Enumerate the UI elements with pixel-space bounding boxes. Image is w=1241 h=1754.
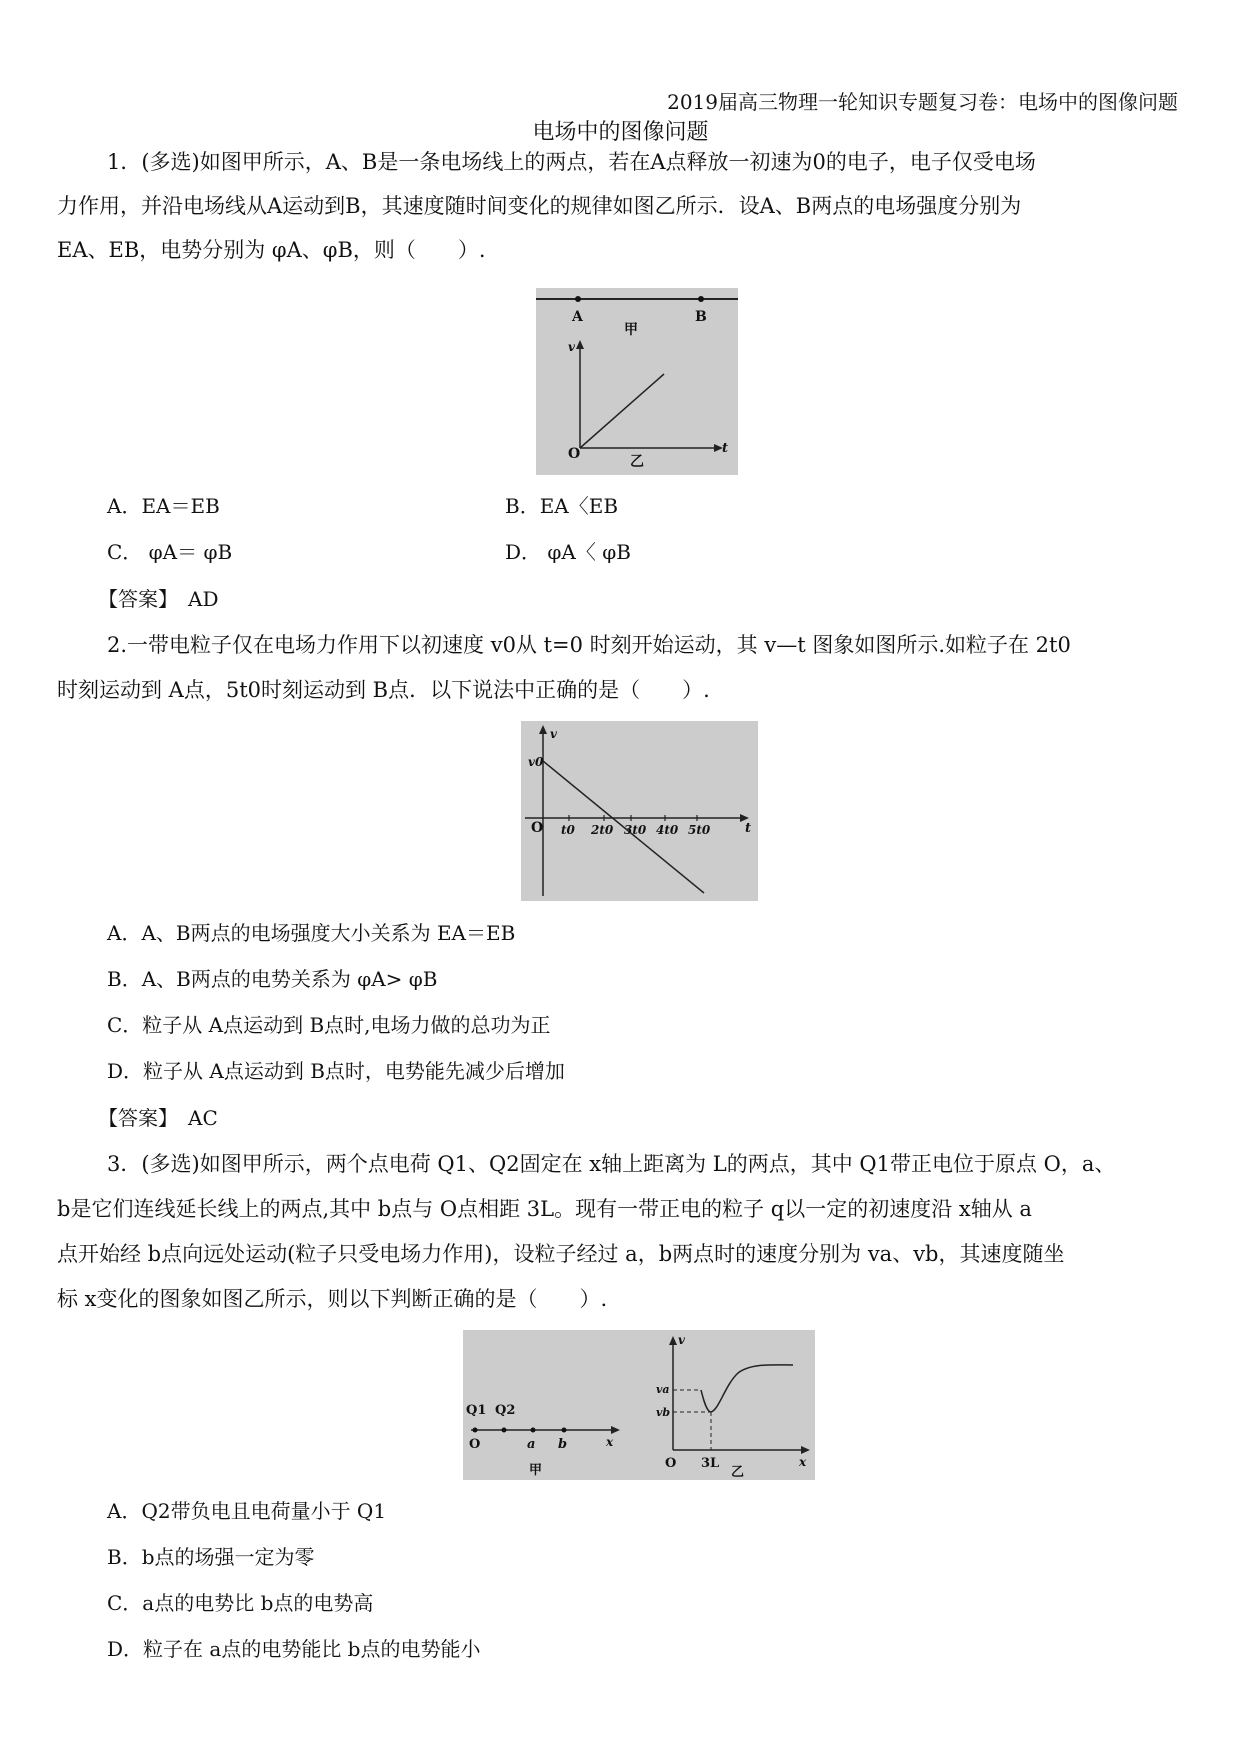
page-title: 电场中的图像问题 — [532, 120, 709, 145]
q2-fig-tick-4: 4t0 — [656, 823, 679, 837]
q1-fig-label-v: v — [568, 340, 575, 354]
q1-option-c: C． φA＝ φB — [107, 540, 233, 564]
q1-line-2: 力作用，并沿电场线从A运动到B，其速度随时间变化的规律如图乙所示．设A、B两点的电场强度分别为 — [57, 194, 1022, 218]
q2-fig-tick-1: t0 — [561, 823, 575, 837]
q2-fig-label-o: O — [531, 820, 544, 836]
q1-option-b: B．EA〈EB — [505, 494, 619, 518]
q2-fig-label-t: t — [745, 821, 752, 836]
q1-fig-label-b: B — [695, 309, 707, 325]
q3-line-3: 点开始经 b点向远处运动(粒子只受电场力作用)，设粒子经过 a，b两点时的速度分别为 va、vb，其速度随坐 — [57, 1242, 1065, 1266]
q1-fig-label-jia: 甲 — [624, 322, 638, 338]
q1-fig-label-o: O — [568, 446, 581, 462]
q1-option-a: A．EA＝EB — [107, 494, 220, 518]
q2-line-1: 2.一带电粒子仅在电场力作用下以初速度 v0从 t=0 时刻开始运动，其 v—t 图象如图所示.如粒子在 2t0 — [107, 633, 1071, 657]
q3-line-2: b是它们连线延长线上的两点,其中 b点与 O点相距 3L。现有一带正电的粒子 q以一定的初速度沿 x轴从 a — [57, 1197, 1032, 1221]
q1-option-d: D． φA〈 φB — [505, 540, 631, 564]
q2-figure — [521, 721, 758, 901]
q3-fig-label-x: x — [606, 1435, 614, 1449]
q1-fig-label-yi: 乙 — [630, 454, 644, 470]
q3-fig-label-a: a — [527, 1437, 536, 1452]
q3-option-b: B．b点的场强一定为零 — [107, 1545, 315, 1569]
q1-line-1: 1．(多选)如图甲所示，A、B是一条电场线上的两点，若在A点释放一初速为0的电子，电子仅受电场 — [107, 150, 1036, 174]
q2-fig-label-v: v — [550, 727, 557, 741]
q3-fig-label-v: v — [678, 1333, 685, 1347]
q2-fig-tick-3: 3t0 — [624, 823, 647, 837]
q2-fig-tick-2: 2t0 — [591, 823, 614, 837]
q2-option-d: D．粒子从 A点运动到 B点时，电势能先减少后增加 — [107, 1059, 565, 1083]
q2-option-c: C．粒子从 A点运动到 B点时,电场力做的总功为正 — [107, 1013, 551, 1037]
q1-fig-label-t: t — [722, 441, 729, 456]
q3-fig-label-q2: Q2 — [495, 1403, 516, 1418]
q3-figure — [463, 1330, 815, 1480]
q3-fig-label-x2: x — [799, 1455, 807, 1469]
q3-line-4: 标 x变化的图象如图乙所示，则以下判断正确的是（ ）. — [57, 1287, 608, 1311]
q2-line-2: 时刻运动到 A点，5t0时刻运动到 B点．以下说法中正确的是（ ）. — [57, 678, 710, 702]
page-header: 2019届高三物理一轮知识专题复习卷：电场中的图像问题 — [667, 90, 1178, 114]
q3-fig-label-va: va — [656, 1383, 670, 1396]
q1-line-3: EA、EB，电势分别为 φA、φB，则（ ）. — [57, 238, 486, 262]
q3-fig-label-o2: O — [665, 1456, 677, 1471]
q2-option-b: B．A、B两点的电势关系为 φA> φB — [107, 967, 438, 991]
q3-fig-label-vb: vb — [656, 1406, 671, 1419]
q3-fig-label-o: O — [469, 1437, 481, 1452]
q2-fig-tick-5: 5t0 — [688, 823, 711, 837]
q3-fig-label-b: b — [558, 1437, 568, 1452]
q3-fig-label-yi: 乙 — [731, 1465, 745, 1480]
q3-line-1: 3．(多选)如图甲所示，两个点电荷 Q1、Q2固定在 x轴上距离为 L的两点，其中 Q1带正电位于原点 O，a、 — [107, 1152, 1116, 1176]
q1-answer: 【答案】 AD — [98, 587, 219, 611]
q2-option-a: A．A、B两点的电场强度大小关系为 EA＝EB — [107, 921, 516, 945]
q3-fig-label-3l: 3L — [701, 1456, 720, 1471]
q3-fig-label-q1: Q1 — [466, 1403, 487, 1418]
q1-fig-label-a: A — [572, 309, 583, 325]
q3-option-a: A．Q2带负电且电荷量小于 Q1 — [107, 1499, 387, 1523]
q3-option-d: D．粒子在 a点的电势能比 b点的电势能小 — [107, 1637, 481, 1661]
q3-fig-label-jia: 甲 — [529, 1463, 543, 1478]
q2-fig-label-v0: v0 — [528, 755, 544, 769]
q3-option-c: C．a点的电势比 b点的电势高 — [107, 1591, 374, 1615]
q2-answer: 【答案】 AC — [98, 1106, 218, 1130]
q1-figure — [536, 288, 738, 475]
